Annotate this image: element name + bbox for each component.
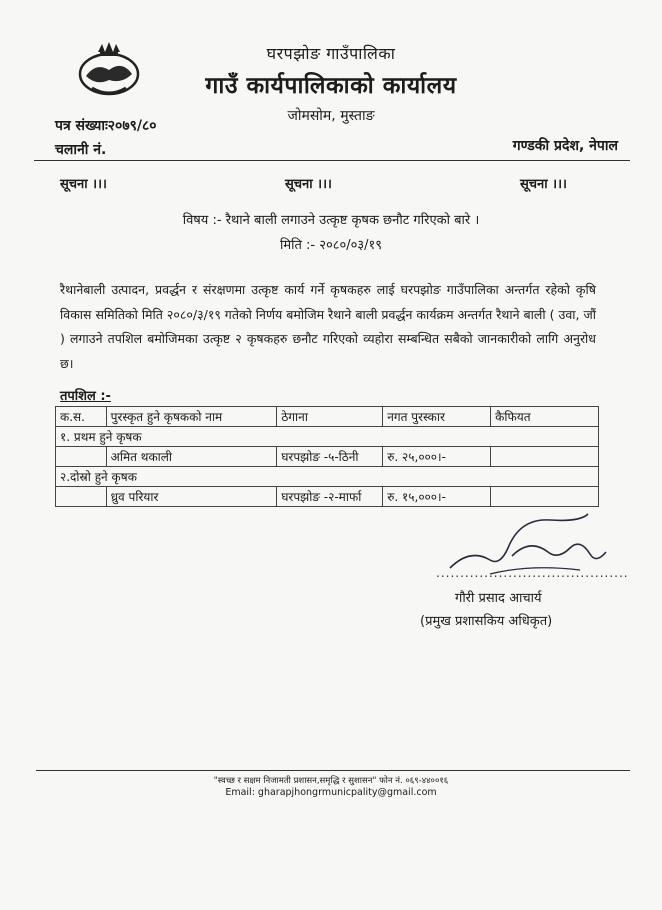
header-address: ठेगाना xyxy=(277,407,383,427)
office-title: गाउँ कार्यपालिकाको कार्यालय xyxy=(205,73,457,99)
header-farmer-name: पुरस्कृत हुने कृषकको नाम xyxy=(106,407,277,427)
details-label: तपशिल :- xyxy=(60,389,111,404)
group-title: २.दोस्रो हुने कृषक xyxy=(56,467,599,487)
signer-name: गौरी प्रसाद आचार्य xyxy=(455,591,542,606)
letter-reference-number: पत्र संख्याः२०७९/८० xyxy=(55,118,157,134)
remarks-cell xyxy=(491,447,599,467)
table-header-row xyxy=(56,407,599,427)
footer-motto-phone: "स्वच्छ र सक्षम निजामती प्रशासन,समृद्धि र सुशासन" फोन नं. ०६९-४४००१६ xyxy=(213,776,449,786)
province-name: गण्डकी प्रदेश, नेपाल xyxy=(512,138,618,154)
header-divider xyxy=(34,160,630,161)
signer-title: (प्रमुख प्रशासकिय अधिकृत) xyxy=(420,614,553,629)
subject-line: विषय :- रैथाने बाली लगाउने उत्कृष्ट कृषक छनौट गरिएको बारे । xyxy=(182,213,480,228)
table-row xyxy=(56,447,599,467)
group-title: १. प्रथम हुने कृषक xyxy=(56,427,599,447)
serial-cell xyxy=(56,447,107,467)
serial-cell xyxy=(56,487,107,507)
body-paragraph: रैथानेबाली उत्पादन, प्रवर्द्धन र संरक्षणमा उत्कृष्ट कार्य गर्ने कृषकहरु लाई घरपझोङ गाउँपालिका अन्तर्गत रहेको कृषि विकास समितिको मिति २०८०/३/१९ गतेको निर्णय बमोजिम रैथाने बाली प्रवर्द्धन कार्यक्रम अन्तर्गत रैथाने बाली ( उवा, जौं ) लगाउने तपशिल बमोजिमका उत्कृष्ट २ कृषकहरु छनौट गरिएको व्यहोरा सम्बन्धित सबैको जानकारीको लागि अनुरोध छ। xyxy=(60,282,596,371)
notice-label-center: सूचना ।।। xyxy=(285,177,332,192)
prize-cell: रु. २५,०००।- xyxy=(383,447,491,467)
farmer-name-cell: अमित थकाली xyxy=(106,447,277,467)
municipality-name: घरपझोङ गाउँपालिका xyxy=(266,44,396,63)
address-cell: घरपझोङ -२-मार्फा xyxy=(277,487,383,507)
winners-table xyxy=(55,406,599,507)
signature-line: ........................................ xyxy=(436,566,629,580)
office-address: जोमसोम, मुस्ताङ xyxy=(287,108,375,124)
header-serial: क.स. xyxy=(56,407,107,427)
dispatch-number: चलानी नं. xyxy=(55,142,107,158)
farmer-name-cell: ध्रुव परियार xyxy=(106,487,277,507)
notice-label-right: सूचना ।।। xyxy=(520,177,567,192)
date-line: मिति :- २०८०/०३/१९ xyxy=(279,238,383,253)
header-remarks: कैफियत xyxy=(491,407,599,427)
table-group-row xyxy=(56,427,599,447)
prize-cell: रु. १५,०००।- xyxy=(383,487,491,507)
header-cash-prize: नगत पुरस्कार xyxy=(383,407,491,427)
table-row xyxy=(56,487,599,507)
footer-email: Email: gharapjhongrmunicpality@gmail.com xyxy=(225,787,437,798)
remarks-cell xyxy=(491,487,599,507)
table-group-row xyxy=(56,467,599,487)
notice-label-left: सूचना ।।। xyxy=(60,177,107,192)
footer-divider xyxy=(36,770,630,771)
address-cell: घरपझोङ -५-ठिनी xyxy=(277,447,383,467)
